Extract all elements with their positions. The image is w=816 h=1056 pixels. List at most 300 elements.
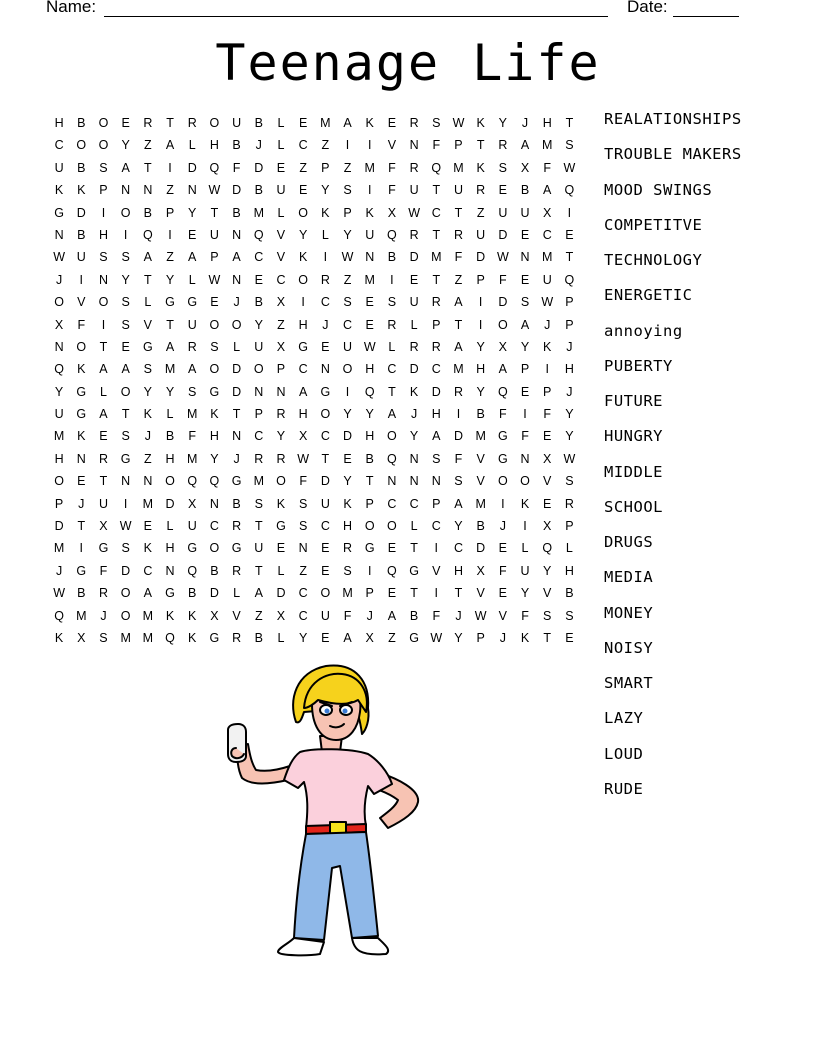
grid-letter[interactable]: M xyxy=(542,250,553,265)
grid-letter[interactable]: F xyxy=(343,608,352,623)
grid-letter[interactable]: V xyxy=(232,608,241,623)
grid-letter[interactable]: N xyxy=(409,451,419,466)
grid-letter[interactable]: N xyxy=(98,272,108,287)
grid-letter[interactable]: W xyxy=(474,608,487,623)
grid-letter[interactable]: F xyxy=(188,429,197,444)
grid-letter[interactable]: P xyxy=(432,496,441,511)
grid-letter[interactable]: S xyxy=(99,160,108,175)
grid-letter[interactable]: J xyxy=(366,608,373,623)
grid-letter[interactable]: R xyxy=(276,451,286,466)
grid-letter[interactable]: T xyxy=(254,519,263,534)
grid-letter[interactable]: Z xyxy=(321,138,330,153)
grid-letter[interactable]: R xyxy=(98,451,108,466)
grid-letter[interactable]: O xyxy=(497,474,508,489)
grid-letter[interactable]: H xyxy=(165,541,175,556)
grid-letter[interactable]: H xyxy=(209,429,219,444)
grid-letter[interactable]: J xyxy=(410,407,418,422)
grid-letter[interactable]: U xyxy=(254,541,264,556)
grid-letter[interactable]: Q xyxy=(209,474,220,489)
grid-letter[interactable]: P xyxy=(210,250,219,265)
grid-letter[interactable]: M xyxy=(53,429,65,444)
grid-letter[interactable]: P xyxy=(476,272,485,287)
grid-letter[interactable]: F xyxy=(521,429,529,444)
grid-letter[interactable]: N xyxy=(76,451,86,466)
grid-letter[interactable]: Y xyxy=(454,630,463,645)
grid-letter[interactable]: E xyxy=(543,429,552,444)
grid-letter[interactable]: N xyxy=(431,474,441,489)
grid-letter[interactable]: K xyxy=(520,496,530,511)
grid-letter[interactable]: J xyxy=(499,519,506,534)
grid-letter[interactable]: C xyxy=(54,138,64,153)
grid-letter[interactable]: B xyxy=(210,563,219,578)
grid-letter[interactable]: X xyxy=(210,608,219,623)
grid-letter[interactable]: I xyxy=(367,138,372,153)
grid-letter[interactable]: K xyxy=(476,160,485,175)
grid-letter[interactable]: S xyxy=(454,474,463,489)
grid-letter[interactable]: A xyxy=(498,362,508,377)
grid-letter[interactable]: K xyxy=(165,608,175,623)
grid-letter[interactable]: P xyxy=(254,407,263,422)
grid-letter[interactable]: K xyxy=(210,407,219,422)
grid-letter[interactable]: L xyxy=(188,272,196,287)
grid-letter[interactable]: D xyxy=(498,227,508,242)
grid-letter[interactable]: X xyxy=(476,563,485,578)
grid-letter[interactable]: Q xyxy=(54,608,64,623)
grid-letter[interactable]: Y xyxy=(454,519,463,534)
grid-letter[interactable]: E xyxy=(99,429,108,444)
grid-letter[interactable]: T xyxy=(410,586,418,601)
grid-letter[interactable]: I xyxy=(545,362,549,377)
grid-letter[interactable]: E xyxy=(387,586,397,601)
grid-letter[interactable]: F xyxy=(388,183,396,198)
grid-letter[interactable]: I xyxy=(501,496,505,511)
grid-letter[interactable]: E xyxy=(498,586,508,601)
grid-letter[interactable]: B xyxy=(476,407,485,422)
grid-letter[interactable]: C xyxy=(254,429,264,444)
grid-letter[interactable]: Y xyxy=(143,384,153,399)
grid-letter[interactable]: Q xyxy=(54,362,64,377)
grid-letter[interactable]: O xyxy=(497,317,508,332)
grid-letter[interactable]: C xyxy=(298,608,308,623)
grid-letter[interactable]: P xyxy=(276,362,286,377)
grid-letter[interactable]: B xyxy=(409,608,419,623)
grid-letter[interactable]: R xyxy=(232,630,242,645)
grid-letter[interactable]: U xyxy=(254,339,264,354)
grid-letter[interactable]: M xyxy=(164,362,176,377)
grid-letter[interactable]: D xyxy=(54,519,64,534)
grid-letter[interactable]: N xyxy=(232,429,242,444)
grid-letter[interactable]: F xyxy=(99,563,108,578)
grid-letter[interactable]: C xyxy=(343,317,353,332)
grid-letter[interactable]: Z xyxy=(343,272,352,287)
grid-letter[interactable]: E xyxy=(365,317,374,332)
grid-letter[interactable]: I xyxy=(345,138,350,153)
grid-letter[interactable]: A xyxy=(520,317,530,332)
grid-letter[interactable]: I xyxy=(367,183,372,198)
grid-letter[interactable]: L xyxy=(277,563,285,578)
grid-letter[interactable]: Y xyxy=(254,317,263,332)
grid-letter[interactable]: D xyxy=(121,563,131,578)
grid-letter[interactable]: K xyxy=(321,205,330,220)
grid-letter[interactable]: L xyxy=(410,519,418,534)
grid-letter[interactable]: M xyxy=(187,451,198,466)
grid-letter[interactable]: I xyxy=(123,496,128,511)
grid-letter[interactable]: S xyxy=(432,116,441,130)
grid-letter[interactable]: E xyxy=(409,272,419,287)
grid-letter[interactable]: K xyxy=(188,608,197,623)
grid-letter[interactable]: R xyxy=(276,407,286,422)
grid-letter[interactable]: I xyxy=(367,563,372,578)
grid-letter[interactable]: J xyxy=(255,138,262,153)
grid-letter[interactable]: O xyxy=(520,474,530,489)
grid-letter[interactable]: D xyxy=(209,586,219,601)
grid-letter[interactable]: T xyxy=(321,451,330,466)
grid-letter[interactable]: U xyxy=(54,160,64,175)
grid-letter[interactable]: S xyxy=(387,295,397,310)
grid-letter[interactable]: P xyxy=(520,362,530,377)
grid-letter[interactable]: C xyxy=(431,519,441,534)
grid-letter[interactable]: K xyxy=(77,183,86,198)
grid-letter[interactable]: D xyxy=(187,160,197,175)
grid-letter[interactable]: O xyxy=(231,317,242,332)
grid-letter[interactable]: S xyxy=(565,138,574,153)
grid-letter[interactable]: E xyxy=(498,541,508,556)
grid-letter[interactable]: E xyxy=(543,496,552,511)
grid-letter[interactable]: A xyxy=(99,407,108,422)
grid-letter[interactable]: B xyxy=(188,586,197,601)
grid-letter[interactable]: R xyxy=(409,227,419,242)
grid-letter[interactable]: S xyxy=(99,250,108,265)
grid-letter[interactable]: I xyxy=(345,384,350,399)
grid-letter[interactable]: F xyxy=(388,160,396,175)
grid-letter[interactable]: M xyxy=(342,586,353,601)
grid-letter[interactable]: K xyxy=(77,362,86,377)
grid-letter[interactable]: W xyxy=(563,160,576,175)
grid-letter[interactable]: W xyxy=(341,250,354,265)
grid-letter[interactable]: T xyxy=(77,519,86,534)
grid-letter[interactable]: Z xyxy=(343,160,352,175)
grid-letter[interactable]: S xyxy=(143,362,153,377)
grid-letter[interactable]: G xyxy=(298,339,309,354)
grid-letter[interactable]: Q xyxy=(564,183,575,198)
grid-letter[interactable]: H xyxy=(298,317,308,332)
grid-letter[interactable]: N xyxy=(387,474,397,489)
grid-letter[interactable]: Y xyxy=(54,384,64,399)
grid-letter[interactable]: F xyxy=(543,407,552,422)
grid-letter[interactable]: F xyxy=(499,272,507,287)
grid-letter[interactable]: O xyxy=(76,339,87,354)
grid-letter[interactable]: I xyxy=(523,407,527,422)
grid-letter[interactable]: R xyxy=(343,541,353,556)
grid-letter[interactable]: W xyxy=(297,451,310,466)
grid-letter[interactable]: Z xyxy=(166,250,174,265)
grid-letter[interactable]: F xyxy=(232,160,241,175)
grid-letter[interactable]: Y xyxy=(476,339,485,354)
grid-letter[interactable]: Z xyxy=(299,563,307,578)
grid-letter[interactable]: E xyxy=(143,519,153,534)
grid-letter[interactable]: E xyxy=(321,630,330,645)
grid-letter[interactable]: N xyxy=(143,474,153,489)
grid-letter[interactable]: X xyxy=(520,160,530,175)
grid-letter[interactable]: X xyxy=(298,429,308,444)
grid-letter[interactable]: O xyxy=(209,362,220,377)
grid-letter[interactable]: B xyxy=(143,205,153,220)
grid-letter[interactable]: H xyxy=(453,563,463,578)
grid-letter[interactable]: O xyxy=(364,519,375,534)
grid-letter[interactable]: B xyxy=(77,227,86,242)
grid-letter[interactable]: C xyxy=(320,429,330,444)
grid-letter[interactable]: O xyxy=(387,429,397,444)
grid-letter[interactable]: T xyxy=(388,384,396,399)
grid-letter[interactable]: K xyxy=(343,496,352,511)
grid-letter[interactable]: T xyxy=(454,205,463,220)
grid-letter[interactable]: L xyxy=(521,541,529,556)
grid-letter[interactable]: S xyxy=(565,608,574,623)
grid-letter[interactable]: Q xyxy=(142,227,153,242)
grid-letter[interactable]: Y xyxy=(165,272,175,287)
grid-letter[interactable]: J xyxy=(521,116,529,130)
grid-letter[interactable]: L xyxy=(565,541,573,556)
grid-letter[interactable]: A xyxy=(543,183,552,198)
grid-letter[interactable]: N xyxy=(409,138,419,153)
grid-letter[interactable]: K xyxy=(365,205,374,220)
grid-letter[interactable]: L xyxy=(277,138,285,153)
grid-letter[interactable]: H xyxy=(165,451,175,466)
grid-letter[interactable]: V xyxy=(476,586,485,601)
grid-letter[interactable]: Z xyxy=(476,205,485,220)
grid-letter[interactable]: J xyxy=(455,608,462,623)
grid-letter[interactable]: A xyxy=(188,250,197,265)
grid-letter[interactable]: A xyxy=(121,160,130,175)
grid-letter[interactable]: R xyxy=(187,116,197,130)
grid-letter[interactable]: L xyxy=(233,586,241,601)
grid-letter[interactable]: U xyxy=(409,183,419,198)
grid-letter[interactable]: U xyxy=(54,407,64,422)
grid-letter[interactable]: O xyxy=(209,116,220,130)
grid-letter[interactable]: Y xyxy=(298,227,308,242)
grid-letter[interactable]: O xyxy=(209,317,220,332)
grid-letter[interactable]: P xyxy=(99,183,108,198)
grid-letter[interactable]: V xyxy=(143,317,153,332)
grid-letter[interactable]: B xyxy=(365,451,374,466)
grid-letter[interactable]: V xyxy=(476,474,485,489)
grid-letter[interactable]: O xyxy=(98,295,109,310)
grid-letter[interactable]: G xyxy=(209,630,220,645)
grid-letter[interactable]: I xyxy=(123,227,128,242)
grid-letter[interactable]: J xyxy=(144,429,151,444)
grid-letter[interactable]: Q xyxy=(187,563,198,578)
grid-letter[interactable]: M xyxy=(453,160,464,175)
grid-letter[interactable]: L xyxy=(188,138,196,153)
grid-letter[interactable]: C xyxy=(431,362,441,377)
grid-letter[interactable]: V xyxy=(543,586,552,601)
grid-letter[interactable]: Y xyxy=(343,407,352,422)
grid-letter[interactable]: Y xyxy=(343,227,352,242)
grid-letter[interactable]: S xyxy=(498,160,508,175)
grid-letter[interactable]: J xyxy=(566,339,573,354)
grid-letter[interactable]: X xyxy=(77,630,86,645)
grid-letter[interactable]: W xyxy=(208,272,221,287)
grid-letter[interactable]: S xyxy=(343,183,352,198)
grid-letter[interactable]: F xyxy=(432,608,441,623)
grid-letter[interactable]: E xyxy=(387,541,397,556)
grid-letter[interactable]: G xyxy=(187,295,198,310)
grid-letter[interactable]: I xyxy=(478,317,483,332)
grid-letter[interactable]: Q xyxy=(209,160,220,175)
grid-letter[interactable]: Y xyxy=(343,474,352,489)
grid-letter[interactable]: E xyxy=(321,339,330,354)
grid-letter[interactable]: O xyxy=(54,474,64,489)
grid-letter[interactable]: T xyxy=(565,116,574,130)
grid-letter[interactable]: R xyxy=(232,563,242,578)
grid-letter[interactable]: C xyxy=(276,272,286,287)
grid-letter[interactable]: D xyxy=(76,205,86,220)
grid-letter[interactable]: D xyxy=(232,183,242,198)
grid-letter[interactable]: T xyxy=(476,138,485,153)
grid-letter[interactable]: D xyxy=(254,160,264,175)
grid-letter[interactable]: B xyxy=(254,295,263,310)
grid-letter[interactable]: J xyxy=(55,272,63,287)
grid-letter[interactable]: N xyxy=(298,541,308,556)
grid-letter[interactable]: B xyxy=(77,160,86,175)
grid-letter[interactable]: O xyxy=(387,519,397,534)
grid-letter[interactable]: U xyxy=(98,496,108,511)
grid-letter[interactable]: W xyxy=(430,630,443,645)
grid-letter[interactable]: E xyxy=(498,183,508,198)
grid-letter[interactable]: L xyxy=(144,295,152,310)
grid-letter[interactable]: G xyxy=(54,205,64,220)
grid-letter[interactable]: W xyxy=(119,519,132,534)
grid-letter[interactable]: B xyxy=(77,586,86,601)
grid-letter[interactable]: G xyxy=(187,541,198,556)
grid-letter[interactable]: Q xyxy=(387,451,397,466)
grid-letter[interactable]: D xyxy=(453,429,463,444)
grid-letter[interactable]: I xyxy=(434,541,439,556)
grid-letter[interactable]: O xyxy=(165,474,175,489)
grid-letter[interactable]: U xyxy=(187,317,197,332)
grid-letter[interactable]: C xyxy=(431,205,441,220)
grid-letter[interactable]: N xyxy=(232,272,242,287)
grid-letter[interactable]: I xyxy=(168,160,172,175)
grid-letter[interactable]: G xyxy=(120,451,131,466)
grid-letter[interactable]: T xyxy=(144,160,152,175)
grid-letter[interactable]: O xyxy=(209,541,220,556)
grid-letter[interactable]: Y xyxy=(298,630,308,645)
grid-letter[interactable]: E xyxy=(520,227,530,242)
grid-letter[interactable]: L xyxy=(166,519,174,534)
grid-letter[interactable]: N xyxy=(254,384,264,399)
grid-letter[interactable]: E xyxy=(321,563,330,578)
grid-letter[interactable]: V xyxy=(77,295,86,310)
grid-letter[interactable]: G xyxy=(409,630,419,645)
grid-letter[interactable]: R xyxy=(431,295,441,310)
grid-letter[interactable]: K xyxy=(143,407,153,422)
grid-letter[interactable]: V xyxy=(476,451,485,466)
grid-letter[interactable]: T xyxy=(121,407,130,422)
grid-letter[interactable]: O xyxy=(120,384,131,399)
grid-letter[interactable]: A xyxy=(387,407,397,422)
grid-letter[interactable]: K xyxy=(298,250,308,265)
grid-letter[interactable]: M xyxy=(253,474,264,489)
grid-letter[interactable]: X xyxy=(276,608,286,623)
grid-letter[interactable]: I xyxy=(101,205,106,220)
grid-letter[interactable]: S xyxy=(343,295,352,310)
grid-letter[interactable]: I xyxy=(323,250,328,265)
grid-letter[interactable]: F xyxy=(77,317,86,332)
grid-letter[interactable]: H xyxy=(564,362,574,377)
grid-letter[interactable]: X xyxy=(276,339,286,354)
grid-letter[interactable]: C xyxy=(298,362,308,377)
grid-letter[interactable]: S xyxy=(432,451,441,466)
grid-letter[interactable]: U xyxy=(520,563,530,578)
grid-letter[interactable]: M xyxy=(364,160,375,175)
grid-letter[interactable]: R xyxy=(409,116,419,130)
grid-letter[interactable]: P xyxy=(343,205,352,220)
grid-letter[interactable]: H xyxy=(54,451,64,466)
grid-letter[interactable]: U xyxy=(498,205,508,220)
grid-letter[interactable]: T xyxy=(210,205,219,220)
grid-letter[interactable]: H xyxy=(98,227,108,242)
grid-letter[interactable]: G xyxy=(98,541,109,556)
grid-letter[interactable]: R xyxy=(254,451,264,466)
grid-letter[interactable]: O xyxy=(253,362,264,377)
grid-letter[interactable]: A xyxy=(298,384,308,399)
grid-letter[interactable]: B xyxy=(232,496,241,511)
grid-letter[interactable]: I xyxy=(478,295,483,310)
grid-letter[interactable]: O xyxy=(298,205,309,220)
grid-letter[interactable]: K xyxy=(520,630,530,645)
grid-letter[interactable]: S xyxy=(210,339,219,354)
grid-letter[interactable]: S xyxy=(543,608,552,623)
grid-letter[interactable]: H xyxy=(542,116,552,130)
grid-letter[interactable]: E xyxy=(276,160,286,175)
grid-letter[interactable]: D xyxy=(409,362,419,377)
grid-letter[interactable]: B xyxy=(387,250,397,265)
grid-letter[interactable]: M xyxy=(453,362,464,377)
grid-letter[interactable]: G xyxy=(409,563,419,578)
grid-letter[interactable]: N xyxy=(232,227,242,242)
grid-letter[interactable]: Y xyxy=(165,384,175,399)
grid-letter[interactable]: C xyxy=(320,519,330,534)
grid-letter[interactable]: A xyxy=(188,362,197,377)
grid-letter[interactable]: N xyxy=(276,384,286,399)
grid-letter[interactable]: M xyxy=(187,407,198,422)
grid-letter[interactable]: C xyxy=(143,563,153,578)
grid-letter[interactable]: Z xyxy=(254,608,263,623)
grid-letter[interactable]: T xyxy=(365,474,374,489)
grid-letter[interactable]: X xyxy=(276,295,286,310)
grid-letter[interactable]: X xyxy=(188,496,197,511)
grid-letter[interactable]: O xyxy=(120,608,131,623)
grid-letter[interactable]: M xyxy=(120,630,131,645)
grid-letter[interactable]: S xyxy=(121,317,130,332)
grid-letter[interactable]: V xyxy=(498,608,508,623)
grid-letter[interactable]: O xyxy=(54,295,64,310)
grid-letter[interactable]: I xyxy=(301,295,305,310)
grid-letter[interactable]: P xyxy=(321,160,330,175)
grid-letter[interactable]: O xyxy=(276,474,286,489)
grid-letter[interactable]: R xyxy=(431,339,441,354)
grid-letter[interactable]: G xyxy=(142,339,153,354)
grid-letter[interactable]: A xyxy=(232,250,241,265)
grid-letter[interactable]: W xyxy=(452,116,465,130)
grid-letter[interactable]: I xyxy=(79,541,84,556)
grid-letter[interactable]: D xyxy=(165,496,175,511)
grid-letter[interactable]: F xyxy=(299,474,307,489)
grid-letter[interactable]: D xyxy=(431,384,441,399)
grid-letter[interactable]: W xyxy=(496,250,509,265)
grid-letter[interactable]: S xyxy=(121,429,130,444)
